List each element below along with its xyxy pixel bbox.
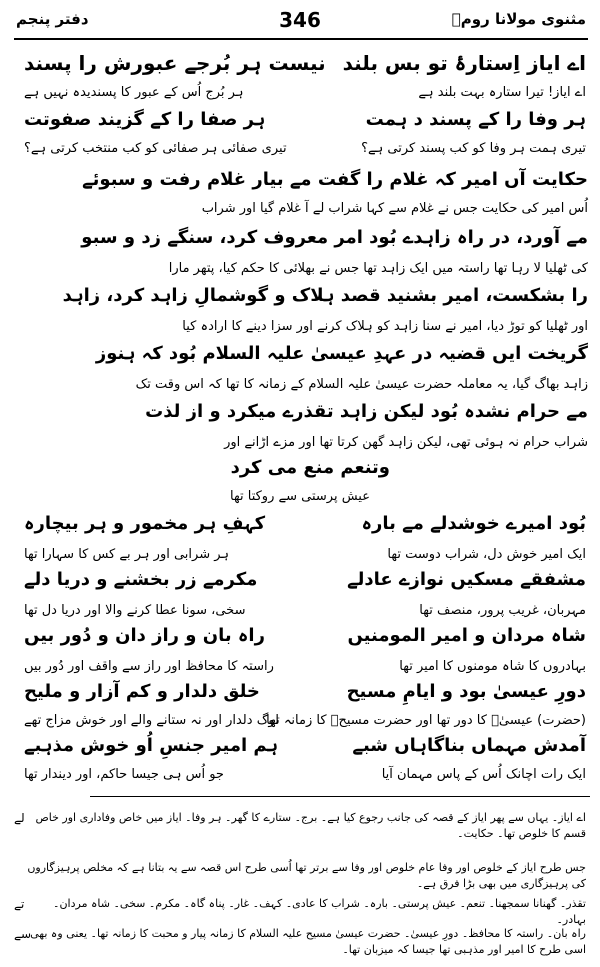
footnote (14, 860, 586, 890)
page-number: 346 (279, 8, 321, 32)
hemistich: سخی، سونا عطا کرنے والا اور دریا دل تھا (24, 603, 246, 618)
hemistich: ہر صفا را کے گزیند صفوتت (24, 109, 266, 130)
footnote-text: اے ایاز۔ یہاں سے پھر ایاز کے قصہ کی جانب رجوع کیا ہے۔ برج۔ ستارے کا گھر۔ ہر وفا۔ ایاز میں خاص وفاداری اور خاص قسم کا خلوص تھا۔ حکایت۔ (35, 811, 586, 840)
couplet-persian (14, 108, 586, 134)
hemistich: شاہ مردان و امیر المومنیں (347, 625, 586, 646)
couplet-persian (14, 512, 586, 538)
hemistich: لوگ دلدار اور نہ ستانے والے اور خوش مزاج تھے (24, 713, 280, 728)
header-rule (14, 38, 588, 40)
couplet-urdu (14, 766, 586, 786)
couplet-persian (14, 734, 586, 760)
hemistich: آمدش مہماں بناگاہاں شبے (352, 735, 586, 756)
story-line: اور ٹھلیا کو توڑ دیا، امیر نے سنا زاہد کو ہلاک کرنے اور سزا دینے کا ارادہ کیا (182, 319, 588, 334)
hemistich: کہفِ ہر مخمور و ہر بیچارہ (24, 513, 266, 534)
story-line: شراب حرام نہ ہوئی تھی، لیکن زاہد گھن کرتا تھا اور مزے اڑانے اور (224, 435, 588, 450)
couplet-urdu (14, 658, 586, 678)
volume-label: دفتر پنجم (16, 10, 89, 28)
couplet-persian (14, 680, 586, 706)
hemistich: راستہ کا محافظ اور راز سے واقف اور دُور بیں (24, 659, 274, 674)
hemistich: ہر وفا را کے پسند د ہمت (365, 109, 586, 130)
couplet-persian (14, 624, 586, 650)
hemistich: ہم امیر جنسِ اُو خوش مذہبے (24, 735, 279, 756)
hemistich: اے ایاز اِستارۂ تو بس بلند (342, 51, 586, 75)
hemistich: ایک امیر خوش دل، شراب دوست تھا (387, 547, 586, 562)
hemistich: مکرمے زر بخشنے و دریا دلے (24, 569, 258, 590)
story-line: مے آورد، در راہ زاہدے بُود امر معروف کرد، سنگے زد و سبو (81, 227, 588, 248)
footnote-rule (90, 796, 590, 797)
footnote-number: لے (14, 811, 25, 825)
page-header (10, 4, 590, 40)
story-line: مے حرام نشدہ بُود لیکن زاہد تقذرے میکرد و از لذت (145, 401, 588, 422)
footnote (14, 896, 586, 926)
hemistich: ہر شرابی اور ہر بے کس کا سہارا تھا (24, 547, 230, 562)
hemistich: اے ایاز! تیرا ستارہ بہت بلند ہے (418, 85, 586, 100)
footnote-text: تقذر۔ گھنانا سمجھنا۔ تنعم۔ عیش پرستی۔ بارہ۔ شراب کا عادی۔ کہف۔ غار۔ پناہ گاہ۔ مکرم۔ سخی۔ شاہ مردان۔ بہادر۔ (53, 897, 586, 926)
story-line: اُس امیر کی حکایت جس نے غلام سے کہا شراب لے آ غلام گیا اور شراب (201, 201, 588, 216)
story-line: گریخت ایں قضیہ در عہدِ عیسیٰ علیہ السلام بُود کہ ہنوز (95, 343, 588, 364)
footnote-number: سے (14, 927, 32, 941)
hemistich: بُود امیرے خوشدلے مے بارہ (361, 513, 586, 534)
hemistich: راہ بان و راز دان و دُور بیں (24, 625, 265, 646)
footnote-number: تے (14, 897, 25, 911)
couplet-persian (14, 50, 586, 76)
hemistich: بہادروں کا شاہ مومنوں کا امیر تھا (399, 659, 586, 674)
story-line: زاہد بھاگ گیا، یہ معاملہ حضرت عیسیٰ علیہ السلام کے زمانہ کا تھا کہ اس وقت تک (135, 377, 588, 392)
hemistich: تیری ہمت ہر وفا کو کب پسند کرتی ہے؟ (361, 141, 586, 156)
hemistich: جو اُس ہی جیسا حاکم، اور دیندار تھا (24, 767, 224, 782)
story-line: حکایت آں امیر کہ غلام را گفت مے بیار غلام رفت و سبوئے (82, 169, 588, 190)
footnote-text: راہ بان۔ راستہ کا محافظ۔ دورِ عیسیٰ۔ حضرت عیسیٰ مسیح علیہ السلام کا زمانہ پیار و محبت کا زمانہ تھا۔ یعنی وہ بھی اسی طرح کا امیر اور مذہبی تھا جیسا کہ میزبان تھا۔ (30, 927, 586, 956)
couplet-urdu (14, 84, 586, 104)
hemistich: نیست ہر بُرجے عبورش را پسند (24, 51, 326, 75)
footnote (14, 926, 586, 960)
footnote (14, 810, 586, 844)
couplet-persian (14, 568, 586, 594)
story-line: را بشکست، امیر بشنید قصد ہلاک و گوشمالِ زاہد کرد، زاہد (62, 285, 588, 306)
hemistich: (حضرت) عیسیٰؑ کا دور تھا اور حضرت مسیحؑ کا زمانہ تھا (266, 713, 586, 728)
book-title: مثنوی مولانا رومؒ (451, 10, 586, 28)
couplet-urdu (14, 140, 586, 160)
hemistich: مشفقے مسکیں نوازے عادلے (347, 569, 586, 590)
story-line: وتنعم منع می کرد (230, 457, 390, 478)
couplet-urdu (14, 712, 586, 732)
hemistich: مہربان، غریب پرور، منصف تھا (419, 603, 586, 618)
story-line: عیش پرستی سے روکتا تھا (230, 489, 370, 504)
hemistich: خلق دلدار و کم آزار و ملیح (24, 681, 260, 702)
hemistich: ایک رات اچانک اُس کے پاس مہمان آیا (381, 767, 586, 782)
couplet-urdu (14, 602, 586, 622)
hemistich: ہر بُرج اُس کے عبور کا پسندیدہ نہیں ہے (24, 85, 244, 100)
footnote-text: جس طرح ایاز کے خلوص اور وفا عام خلوص اور وفا سے برتر تھا اُسی طرح اس قصہ سے یہ بتانا ہے کہ مخلص پرہیزگاروں کی پرہیزگاری میں بھی بڑا فرق ہے۔ (27, 861, 586, 890)
story-line: کی ٹھلیا لا رہا تھا راستہ میں ایک زاہد تھا جس نے بھلائی کا حکم کیا، پتھر مارا (168, 261, 588, 276)
couplet-urdu (14, 546, 586, 566)
hemistich: تیری صفائی ہر صفائی کو کب منتخب کرتی ہے؟ (24, 141, 287, 156)
hemistich: دورِ عیسیٰ بود و ایامِ مسیح (346, 681, 586, 702)
